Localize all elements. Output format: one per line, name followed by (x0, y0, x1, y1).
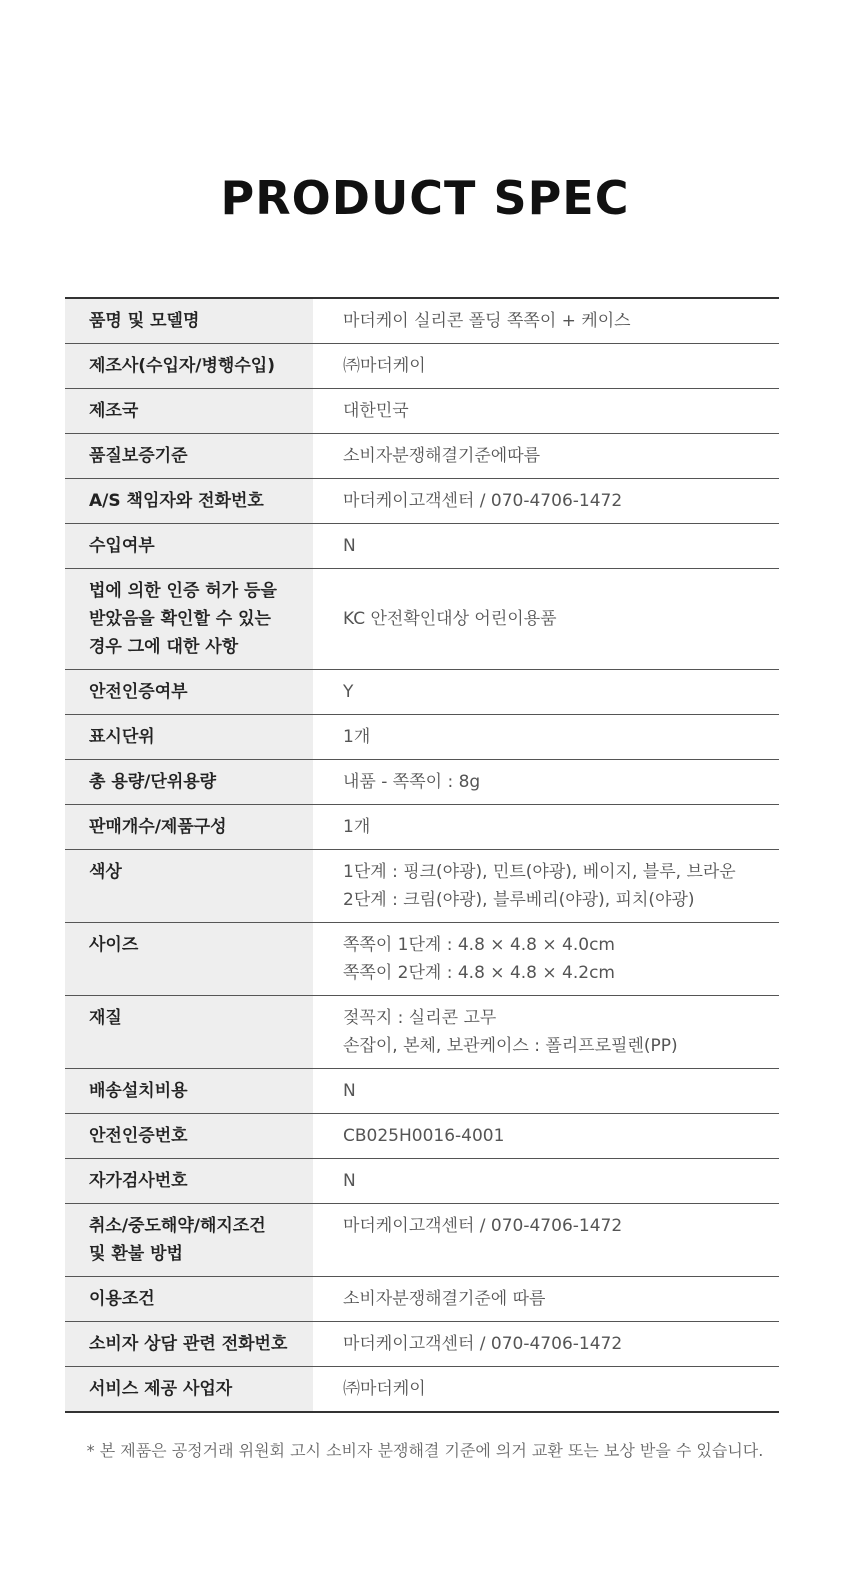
spec-label: 안전인증여부 (89, 682, 188, 702)
spec-label-cell (65, 805, 313, 850)
spec-value: 마더케이고객센터 / 070-4706-1472 (343, 491, 623, 511)
spec-row (65, 434, 779, 479)
spec-value: 쪽쪽이 1단계 : 4.8 × 4.8 × 4.0cm (343, 935, 615, 955)
spec-value: ㈜마더케이 (343, 356, 426, 376)
spec-row (65, 850, 779, 923)
spec-label-cell (65, 1069, 313, 1114)
spec-value: 손잡이, 본체, 보관케이스 : 폴리프로필렌(PP) (343, 1036, 678, 1056)
spec-label: A/S 책임자와 전화번호 (89, 491, 264, 511)
spec-value: 1개 (343, 727, 371, 747)
spec-row (65, 1069, 779, 1114)
spec-value-cell (313, 670, 779, 715)
spec-value: N (343, 1171, 356, 1191)
spec-label: 법에 의한 인증 허가 등을 (89, 581, 277, 601)
spec-value-cell (313, 1159, 779, 1204)
spec-label: 사이즈 (89, 935, 139, 955)
spec-value-cell (313, 996, 779, 1069)
spec-label: 수입여부 (89, 536, 155, 556)
spec-row (65, 389, 779, 434)
spec-label: 품질보증기준 (89, 446, 188, 466)
spec-value: 마더케이고객센터 / 070-4706-1472 (343, 1216, 623, 1236)
spec-value: CB025H0016-4001 (343, 1126, 505, 1146)
spec-label-cell (65, 760, 313, 805)
spec-label: 받았음을 확인할 수 있는 (89, 609, 271, 629)
spec-label: 서비스 제공 사업자 (89, 1379, 233, 1399)
spec-row (65, 1204, 779, 1277)
spec-row (65, 569, 779, 670)
spec-value: 마더케이 실리콘 폴딩 쪽쪽이 + 케이스 (343, 311, 631, 331)
spec-label: 경우 그에 대한 사항 (89, 637, 239, 657)
spec-table-body (65, 298, 779, 1412)
spec-row (65, 996, 779, 1069)
spec-value: Y (343, 682, 354, 702)
spec-value: 대한민국 (343, 401, 409, 421)
spec-label: 판매개수/제품구성 (89, 817, 227, 837)
spec-label: 자가검사번호 (89, 1171, 188, 1191)
spec-value: N (343, 1081, 356, 1101)
spec-value: 쪽쪽이 2단계 : 4.8 × 4.8 × 4.2cm (343, 963, 615, 983)
spec-value: 2단계 : 크림(야광), 블루베리(야광), 피치(야광) (343, 890, 695, 910)
spec-row (65, 670, 779, 715)
spec-row (65, 1322, 779, 1367)
spec-row (65, 344, 779, 389)
spec-value-cell (313, 344, 779, 389)
spec-row (65, 524, 779, 569)
spec-label: 표시단위 (89, 727, 155, 747)
spec-value-cell (313, 760, 779, 805)
spec-label-cell (65, 389, 313, 434)
spec-value-cell (313, 1069, 779, 1114)
spec-label-cell (65, 850, 313, 923)
spec-value: 젖꼭지 : 실리콘 고무 (343, 1008, 497, 1028)
spec-label-cell (65, 715, 313, 760)
spec-value-cell (313, 1277, 779, 1322)
spec-label-cell (65, 1114, 313, 1159)
spec-label: 및 환불 방법 (89, 1244, 183, 1264)
spec-label: 품명 및 모델명 (89, 311, 200, 331)
spec-value-cell (313, 1322, 779, 1367)
spec-label-cell (65, 1159, 313, 1204)
spec-row (65, 1114, 779, 1159)
spec-value-cell (313, 923, 779, 996)
spec-label: 제조사(수입자/병행수입) (89, 356, 275, 376)
spec-label: 안전인증번호 (89, 1126, 188, 1146)
spec-label: 제조국 (89, 401, 139, 421)
spec-row (65, 298, 779, 344)
spec-value-cell (313, 389, 779, 434)
spec-value: 소비자분쟁해결기준에따름 (343, 446, 541, 466)
spec-value-cell (313, 524, 779, 569)
spec-label-cell (65, 1204, 313, 1277)
spec-label: 배송설치비용 (89, 1081, 188, 1101)
spec-value-cell (313, 715, 779, 760)
spec-value-cell (313, 805, 779, 850)
spec-label-cell (65, 569, 313, 670)
spec-value-cell (313, 850, 779, 923)
spec-value-cell (313, 569, 779, 670)
spec-value: ㈜마더케이 (343, 1379, 426, 1399)
spec-label-cell (65, 479, 313, 524)
footnote: * 본 제품은 공정거래 위원회 고시 소비자 분쟁해결 기준에 의거 교환 또는 보상 받을 수 있습니다. (86, 1441, 764, 1460)
spec-label-cell (65, 344, 313, 389)
spec-value-cell (313, 434, 779, 479)
spec-label-cell (65, 996, 313, 1069)
spec-label-cell (65, 1367, 313, 1413)
spec-value: KC 안전확인대상 어린이용품 (343, 609, 557, 629)
spec-row (65, 760, 779, 805)
spec-value: 내품 - 쪽쪽이 : 8g (343, 772, 481, 792)
spec-label-cell (65, 923, 313, 996)
spec-label: 재질 (89, 1008, 122, 1028)
spec-row (65, 479, 779, 524)
spec-value: N (343, 536, 356, 556)
spec-value: 소비자분쟁해결기준에 따름 (343, 1289, 546, 1309)
spec-row (65, 805, 779, 850)
spec-label: 이용조건 (89, 1289, 155, 1309)
spec-value: 마더케이고객센터 / 070-4706-1472 (343, 1334, 623, 1354)
spec-label: 색상 (89, 862, 122, 882)
spec-table (65, 297, 779, 1413)
spec-label: 취소/중도해약/해지조건 (89, 1216, 266, 1236)
spec-label: 총 용량/단위용량 (89, 772, 217, 792)
spec-value: 1단계 : 핑크(야광), 민트(야광), 베이지, 블루, 브라운 (343, 862, 736, 882)
spec-label-cell (65, 1277, 313, 1322)
spec-label-cell (65, 524, 313, 569)
spec-row (65, 1159, 779, 1204)
spec-row (65, 1367, 779, 1413)
spec-value-cell (313, 1114, 779, 1159)
spec-label-cell (65, 670, 313, 715)
spec-row (65, 715, 779, 760)
spec-label: 소비자 상담 관련 전화번호 (89, 1334, 288, 1354)
spec-value-cell (313, 479, 779, 524)
spec-row (65, 923, 779, 996)
page-title: PRODUCT SPEC (220, 171, 630, 225)
spec-value-cell (313, 298, 779, 344)
spec-row (65, 1277, 779, 1322)
spec-value-cell (313, 1204, 779, 1277)
spec-label-cell (65, 298, 313, 344)
spec-value-cell (313, 1367, 779, 1413)
spec-label-cell (65, 1322, 313, 1367)
spec-label-cell (65, 434, 313, 479)
spec-value: 1개 (343, 817, 371, 837)
